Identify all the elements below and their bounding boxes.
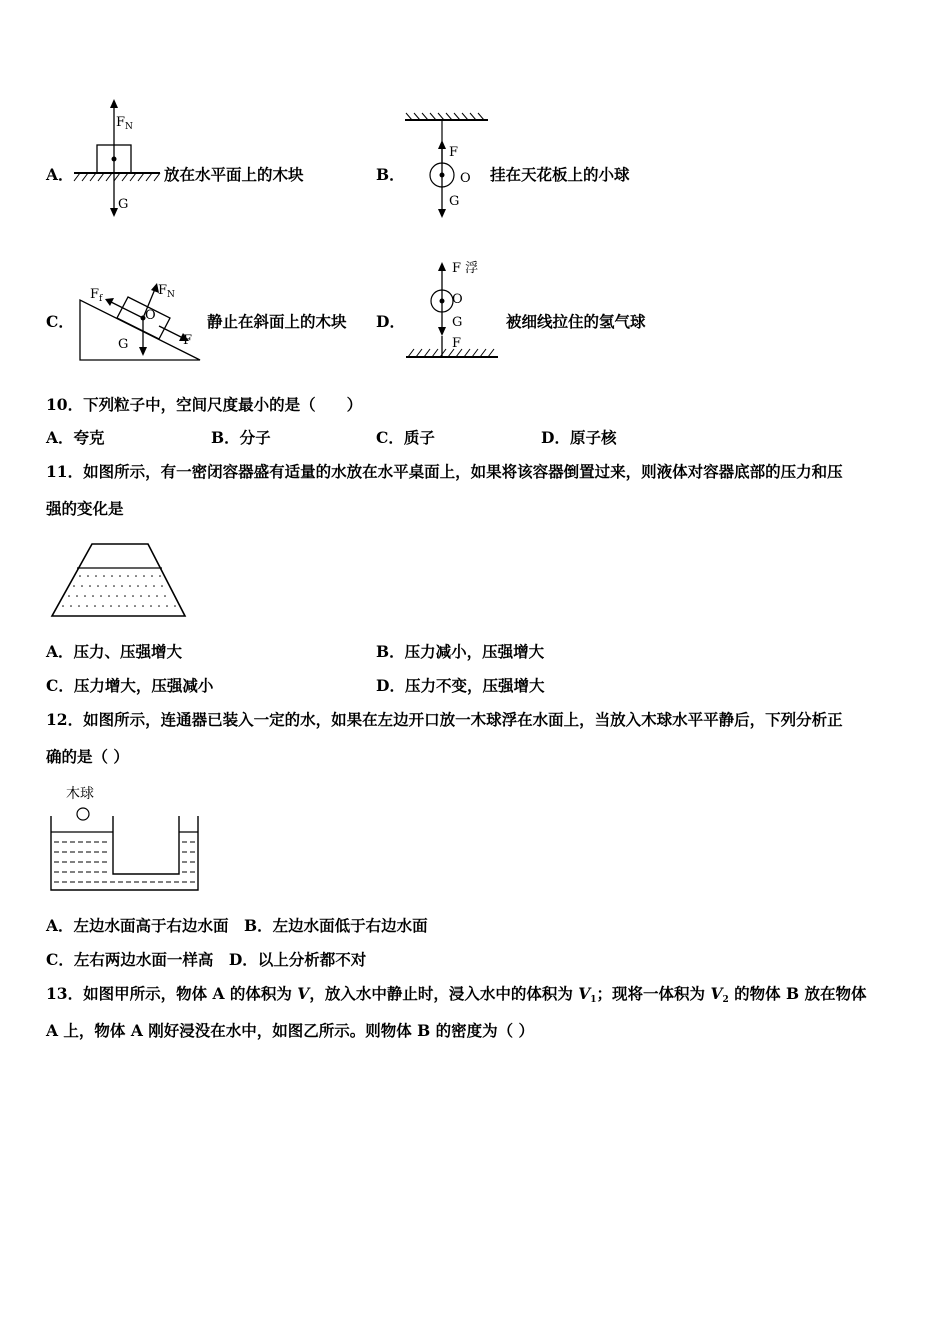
figure-c-block-on-incline xyxy=(75,272,205,364)
q12-options-line1: A．左边水面高于右边水面 B．左边水面低于右边水面 xyxy=(46,916,428,935)
label-g-a: G xyxy=(118,197,129,212)
label-f-b: F xyxy=(449,145,459,160)
option-d-desc: 被细线拉住的氢气球 xyxy=(506,312,646,331)
label-ffu-d: F 浮 xyxy=(452,261,479,276)
label-o-d: O xyxy=(452,292,463,307)
option-d-letter: D． xyxy=(376,312,405,331)
label-wooden-ball: 木球 xyxy=(66,786,94,802)
option-c-desc: 静止在斜面上的木块 xyxy=(207,312,347,331)
label-ff-c: $F_f$ xyxy=(90,287,103,304)
q10-stem: 10．下列粒子中，空间尺度最小的是（ ） xyxy=(46,395,363,414)
option-a-letter: A． xyxy=(46,165,74,184)
figure-b-ball-hanging xyxy=(400,112,495,222)
q11-stem-line2: 强的变化是 xyxy=(46,499,124,518)
q13-stem-line1: 13．如图甲所示，物体 A 的体积为 V，放入水中静止时，浸入水中的体积为 V1；现将一体积为 V2 的物体 B 放在物体 xyxy=(46,984,867,1005)
q10-option-b: B．分子 xyxy=(211,428,271,447)
option-a-desc: 放在水平面上的木块 xyxy=(164,165,304,184)
q11-option-c: C．压力增大，压强减小 xyxy=(46,676,214,695)
q12-stem-line2: 确的是（ ） xyxy=(46,747,129,766)
q11-option-d: D．压力不变，压强增大 xyxy=(376,676,545,695)
q11-option-b: B．压力减小，压强增大 xyxy=(376,642,545,661)
label-o-b: O xyxy=(460,171,471,186)
figure-q11-closed-container xyxy=(50,542,190,622)
q10-option-d: D．原子核 xyxy=(541,428,617,447)
q12-stem-line1: 12．如图所示，连通器已装入一定的水，如果在左边开口放一木球浮在水面上，当放入木球水平平静后，下列分析正 xyxy=(46,710,843,729)
option-b-desc: 挂在天花板上的小球 xyxy=(490,165,630,184)
q13-stem-line2: A 上，物体 A 刚好浸没在水中，如图乙所示。则物体 B 的密度为（ ） xyxy=(46,1021,535,1040)
label-fn-a: $F_N$ xyxy=(116,115,133,132)
label-f-d: F xyxy=(452,336,462,351)
q12-options-line2: C．左右两边水面一样高 D．以上分析都不对 xyxy=(46,950,367,969)
q10-option-a: A．夸克 xyxy=(46,428,105,447)
option-c-letter: C． xyxy=(46,312,74,331)
q11-stem-line1: 11．如图所示，有一密闭容器盛有适量的水放在水平桌面上，如果将该容器倒置过来，则液体对容器底部的压力和压 xyxy=(46,462,843,481)
option-b-letter: B． xyxy=(376,165,405,184)
label-g-b: G xyxy=(449,194,460,209)
q11-option-a: A．压力、压强增大 xyxy=(46,642,183,661)
label-f-c: F xyxy=(183,333,193,348)
label-o-c: O xyxy=(145,308,156,323)
label-g-c: G xyxy=(118,337,129,352)
figure-q12-connected-vessel xyxy=(48,802,203,894)
label-g-d: G xyxy=(452,315,463,330)
label-fn-c: $F_N$ xyxy=(158,283,175,300)
q10-option-c: C．质子 xyxy=(376,428,435,447)
